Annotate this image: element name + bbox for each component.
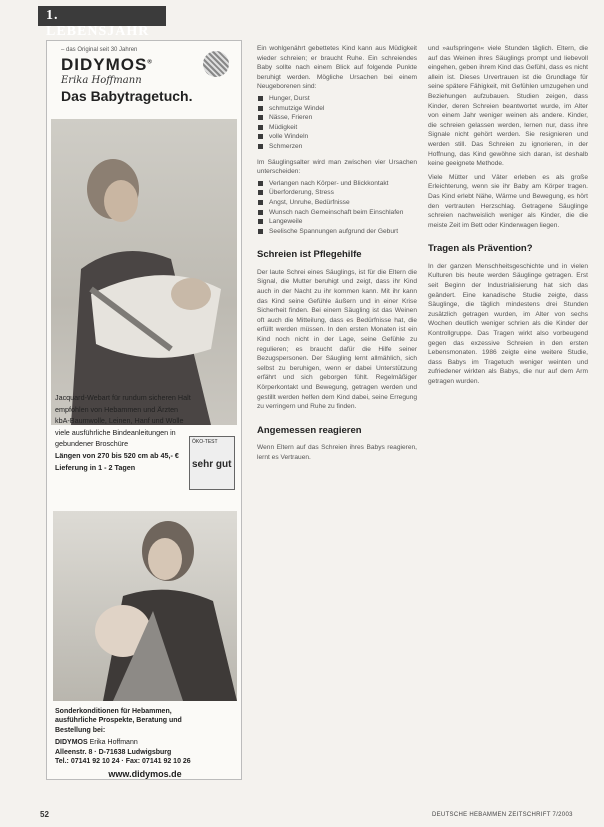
section-header: 1. LEBENSJAHR <box>38 6 166 26</box>
paragraph: Im Säuglingsalter wird man zwischen vier Ursachen unterscheiden: <box>257 158 417 176</box>
list-item: Schmerzen <box>257 142 417 152</box>
yarn-ball-icon <box>203 51 229 77</box>
paragraph: und »aufspringen« viele Stunden täglich. Eltern, die auf das Weinen ihres Säuglings prompt und liebevoll eingehen, geben ihrem Kind das Gefühl, dass es nicht allein ist. Dieses Urvertrauen ist die Grundlage für seine spätere Fähigkeit, mit Gefühlen umzugehen und Beziehungen aufzubauen. Studien zeigen, dass Kinder, deren Schreien beantwortet wurde, im Alter von einem Jahr weniger weinen als andere. Kinder, die schreien gelassen werden, lernen nur, dass ihre Signale nicht gehört werden. Sie resignieren und werden still. Das Schreien zu ignorieren, in der Hoffnung, das Kind gewöhne sich daran, ist deshalb keine geeignete Methode. <box>428 45 588 168</box>
cause-list <box>257 94 417 152</box>
section-heading: Angemessen reagieren <box>257 424 362 436</box>
ad-headline: Das Babytragetuch. <box>61 88 193 104</box>
paragraph: In der ganzen Menschheitsgeschichte und in vielen Kulturen bis heute werden Säuglinge getragen. Erst seit Beginn der Industrialisierung hat sich das geändert. Eine kanadische Studie zeigte, dass Säuglinge, die täglich mindestens drei Stunden zusätzlich getragen wurden, im Alter von sechs Wochen deutlich weniger schrien als die Kinder der Kontrollgruppe. Das Tragen wirkt also vorbeugend gegen das exzessive Schreien in den ersten Lebensmonaten. 1986 zeigte eine weitere Studie, dass Babys im Tragetuch weniger weinten und zufriedener wirkten als Babys, die nur auf dem Arm getragen wurden. <box>428 262 588 385</box>
photo-illustration <box>51 119 237 425</box>
reason-list <box>257 179 417 237</box>
ad-brand-block <box>47 41 241 111</box>
section-heading: Tragen als Prävention? <box>428 243 533 255</box>
test-seal <box>189 436 235 490</box>
ad-address: Alleenstr. 8 · D-71638 Ludwigsburg <box>55 748 172 756</box>
list-item: Verlangen nach Körper- und Blickkontakt <box>257 179 417 189</box>
paragraph: Der laute Schrei eines Säuglings, ist für die Eltern die Signal, die Mutter beruhigt und zeigt, dass ihr Kind auch in der Nacht zu ihr kommen kann. Mit ihr kann das Kind seine Gefühle äußern und in einer Krise Sicherheit finden. Bei einem Säugling ist das Weinen oft auch die Mitteilung, dass es Bedürfnisse hat, die erfüllt werden müssen. In den ersten Monaten ist ein Kind noch nicht in der Lage, seine Gefühle zu regulieren; es braucht dafür die Hilfe seiner Bezugspersonen. Der Säugling lernt allmählich, sich selbst zu beruhigen, wenn er dabei Unterstützung erfährt und sich geborgen fühlt. Regelmäßiger Körperkontakt und Bewegung, getragen werden und gestillt werden helfen dem Kind dabei, seine Erregung zu verringern und Ruhe zu finden. <box>257 268 417 411</box>
seal-rating: sehr gut <box>192 459 232 470</box>
list-item: Langeweile <box>257 217 417 227</box>
ad-copy-line: Jacquard-Webart für rundum sicheren Halt <box>55 393 191 402</box>
ad-bottom-line: Sonderkonditionen für Hebammen, <box>55 708 172 715</box>
ad-bottom-line: Bestellung bei: <box>55 726 106 734</box>
ad-company-owner: Erika Hoffmann <box>89 739 138 747</box>
face-shape <box>104 180 138 222</box>
list-item: schmutzige Windel <box>257 104 417 114</box>
ad-company-line <box>55 738 235 747</box>
face-shape-2 <box>148 538 182 580</box>
list-item: Angst, Unruhe, Bedürfnisse <box>257 198 417 208</box>
ad-brand-mark: ® <box>147 59 153 66</box>
ad-copy-line: gebundener Broschüre <box>55 439 129 449</box>
ad-contact <box>55 707 235 780</box>
list-item: Wunsch nach Gemeinschaft beim Einschlafen <box>257 208 417 218</box>
ad-signature: Erika Hoffmann <box>61 75 142 86</box>
paragraph: Wenn Eltern auf das Schreien ihres Babys reagieren, lernt es Vertrauen. <box>257 444 417 461</box>
page-number: 52 <box>40 810 49 819</box>
list-item: Seelische Spannungen aufgrund der Geburt <box>257 227 417 237</box>
ad-since-text: – das Original seit 30 Jahren <box>61 47 138 53</box>
paragraph: Ein wohlgenährt gebettetes Kind kann aus Müdigkeit wieder schreien; er braucht Ruhe. Ein schreiendes Baby sollte nach einem Blick auf folgende Punkte beruhigt werden. Mögliche Ursachen bei einem Neugeborenen sind: <box>257 45 417 91</box>
photo-illustration-2 <box>53 511 237 701</box>
ad-copy-line: kbA-Baumwolle, Leinen, Hanf und Wolle <box>55 416 184 426</box>
ad-phone: Tel.: 07141 92 10 24 · Fax: 07141 92 10 26 <box>55 758 191 766</box>
section-heading: Schreien ist Pflegehilfe <box>257 249 362 261</box>
ad-price: Längen von 270 bis 520 cm ab 45,- € <box>55 450 179 460</box>
ad-feature-list <box>55 393 195 474</box>
list-item: Müdigkeit <box>257 123 417 133</box>
journal-name: DEUTSCHE HEBAMMEN ZEITSCHRIFT 7/2003 <box>432 812 573 818</box>
paragraph: Viele Mütter und Väter erleben es als große Erleichterung, wenn sie ihr Baby am Körper tragen. Das Kind erlebt Nähe, Wärme und Bewegung, es hört den vertrauten Herzschlag. Getragene Säuglinge schreien nachweislich weniger als Kinder, die die meiste Zeit im Bett oder Kinderwagen liegen. <box>428 173 588 229</box>
ad-bottom-line: ausführliche Prospekte, Beratung und <box>55 717 182 725</box>
advertisement <box>46 40 242 780</box>
seal-title: ÖKO-TEST <box>192 439 218 445</box>
list-item: Hunger, Durst <box>257 94 417 104</box>
ad-brand-name: DIDYMOS <box>61 55 148 74</box>
ad-company: DIDYMOS <box>55 739 88 747</box>
list-item: volle Windeln <box>257 132 417 142</box>
ad-url: www.didymos.de <box>108 769 182 780</box>
list-item: Überforderung, Stress <box>257 188 417 198</box>
article-column-right <box>428 44 588 387</box>
article-column-middle <box>257 44 417 463</box>
photo-mother-carrying-baby <box>51 119 237 425</box>
ad-delivery: Lieferung in 1 - 2 Tagen <box>55 462 136 472</box>
baby-head-shape <box>171 278 211 310</box>
ad-copy-line: viele ausführliche Bindeanleitungen in <box>55 427 176 437</box>
list-item: Nässe, Frieren <box>257 113 417 123</box>
photo-woman-with-baby <box>53 511 237 701</box>
ad-copy-line: empfohlen von Hebammen und Ärzten <box>55 404 179 414</box>
